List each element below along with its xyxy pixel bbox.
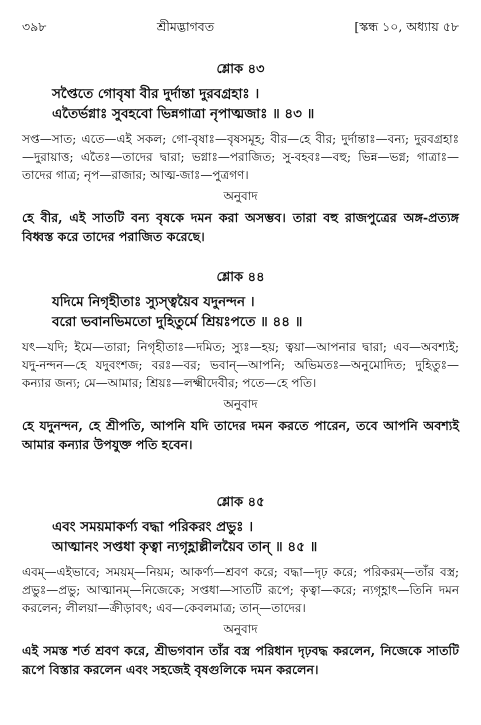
verse-line: এতৈর্ভগ্নাঃ সুবহবো ভিন্নগাত্রা নৃপাত্মজাঃ ॥ ৪৩ ॥: [52, 106, 315, 122]
book-title: শ্রীমদ্ভাগবত: [156, 19, 215, 34]
verse-line: সপ্তৈতে গোবৃষা বীর দুর্দান্তা দুরবগ্রহাঃ ।: [52, 86, 260, 102]
translation-heading: অনুবাদ: [223, 622, 258, 636]
verse-section-43: [22, 60, 459, 246]
translation-text: হে যদুনন্দন, হে শ্রীপতি, আপনি যদি তাদের দমন করতে পারেন, তবে আপনি অবশ্যই আমার কন্যার উপযুক্ত পতি হবেন।: [22, 418, 459, 452]
word-meanings: যৎ—যদি; ইমে—তারা; নিগৃহীতাঃ—দমিত; স্যুঃ—হয়; ত্বয়া—আপনার দ্বারা; এব—অবশ্যই; যদু-নন্দন—হে যদুবংশজ; বরঃ—বর; ভবান্—আপনি; অভিমতঃ—অনুমোদিত; দুহিতুঃ—কন্যার জন্য; মে—আমার; শ্রিয়ঃ—লক্ষ্মীদেবীর; পতে—হে পতি।: [22, 340, 459, 390]
verse-line: এবং সময়মাকর্ণ্য বদ্ধা পরিকরং প্রভুঃ ।: [52, 519, 254, 535]
verse-line: বরো ভবানভিমতো দুহিতুর্মে শ্রিয়ঃপতে ॥ ৪৪ ॥: [52, 314, 303, 330]
page-header: [22, 18, 459, 40]
translation-heading: অনুবাদ: [223, 397, 258, 411]
translation-text: হে বীর, এই সাতটি বন্য বৃষকে দমন করা অসম্ভব। তারা বহু রাজপুত্রের অঙ্গ-প্রত্যঙ্গ বিধ্বস্ত করে তাদের পরাজিত করেছে।: [22, 210, 459, 244]
shloka-heading: শ্লোক ৪৫: [216, 495, 265, 510]
shloka-heading: শ্লোক ৪৩: [216, 62, 265, 77]
word-meanings: এবম্—এইভাবে; সময়ম্—নিয়ম; আকর্ণ্য—শ্রবণ করে; বদ্ধা—দৃঢ় করে; পরিকরম্—তাঁর বস্ত্র; প্রভুঃ—প্রভু; আত্মানম্—নিজেকে; সপ্তধা—সাতটি রূপে; কৃত্বা—করে; ন্যগৃহ্ণাৎ—তিনি দমন করলেন; লীলয়া—ক্রীড়াবৎ; এব—কেবলমাত্র; তান্—তাদের।: [22, 565, 459, 615]
page-number: ৩৯৮: [22, 19, 47, 34]
shloka-heading: শ্লোক ৪৪: [216, 270, 265, 285]
verse-section-44: [22, 268, 459, 454]
word-meanings: সপ্ত—সাত; এতে—এই সকল; গো-বৃষাঃ—বৃষসমূহ; বীর—হে বীর; দুর্দান্তাঃ—বন্য; দুরবগ্রহাঃ—দুরায়াত্ত; এতৈঃ—তাদের দ্বারা; ভগ্নাঃ—পরাজিত; সু-বহবঃ—বহু; ভিন্ন—ভগ্ন; গাত্রাঃ—তাদের গাত্র; নৃপ—রাজার; আত্ম-জাঃ—পুত্রগণ।: [22, 132, 459, 182]
translation-heading: অনুবাদ: [223, 189, 258, 203]
verse-line: যদিমে নিগৃহীতাঃ স্যুস্ত্বয়ৈব যদুনন্দন ।: [52, 294, 255, 310]
translation-text: এই সমস্ত শর্ত শ্রবণ করে, শ্রীভগবান তাঁর বস্ত্র পরিধান দৃঢ়বদ্ধ করলেন, নিজেকে সাতটি রূপে বিস্তার করলেন এবং সহজেই বৃষগুলিকে দমন করলেন।: [22, 643, 459, 677]
verse-section-45: [22, 493, 459, 679]
verse-line: আত্মানং সপ্তধা কৃত্বা ন্যগৃহ্ণাল্লীলয়ৈব তান্ ॥ ৪৫ ॥: [52, 539, 318, 555]
chapter-reference: [স্কন্ধ ১০, অধ্যায় ৫৮: [354, 19, 459, 34]
